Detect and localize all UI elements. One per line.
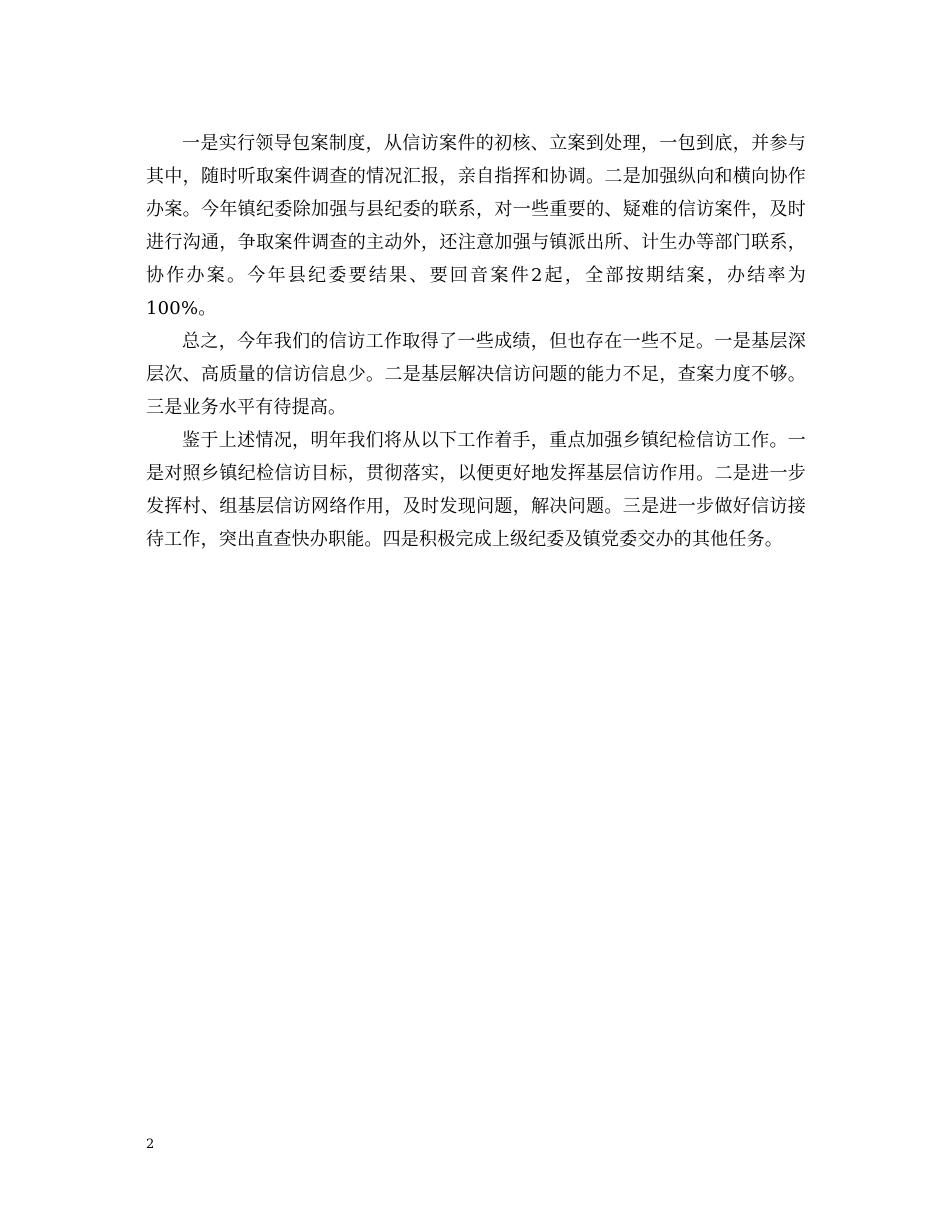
paragraph-next-year-plan: 鉴于上述情况，明年我们将从以下工作着手，重点加强乡镇纪检信访工作。一是对照乡镇纪检信访目标，贯彻落实，以便更好地发挥基层信访作用。二是进一步发挥村、组基层信访网络作用，及时发现问题，解决问题。三是进一步做好信访接待工作，突出直查快办职能。四是积极完成上级纪委及镇党委交办的其他任务。 — [146, 430, 806, 550]
paragraph-case-handling: 一是实行领导包案制度，从信访案件的初核、立案到处理，一包到底，并参与其中，随时听取案件调查的情况汇报，亲自指挥和协调。二是加强纵向和横向协作办案。今年镇纪委除加强与县纪委的联系，对一些重要的、疑难的信访案件，及时进行沟通，争取案件调查的主动外，还注意加强与镇派出所、计生办等部门联系，协作办案。今年县纪委要结果、要回音案件2起，全部按期结案，办结率为100%。 — [146, 133, 806, 319]
page-number: 2 — [146, 1137, 155, 1152]
body-text — [146, 127, 806, 556]
paragraph-summary: 总之，今年我们的信访工作取得了一些成绩，但也存在一些不足。一是基层深层次、高质量的信访信息少。二是基层解决信访问题的能力不足，查案力度不够。三是业务水平有待提高。 — [146, 331, 806, 418]
